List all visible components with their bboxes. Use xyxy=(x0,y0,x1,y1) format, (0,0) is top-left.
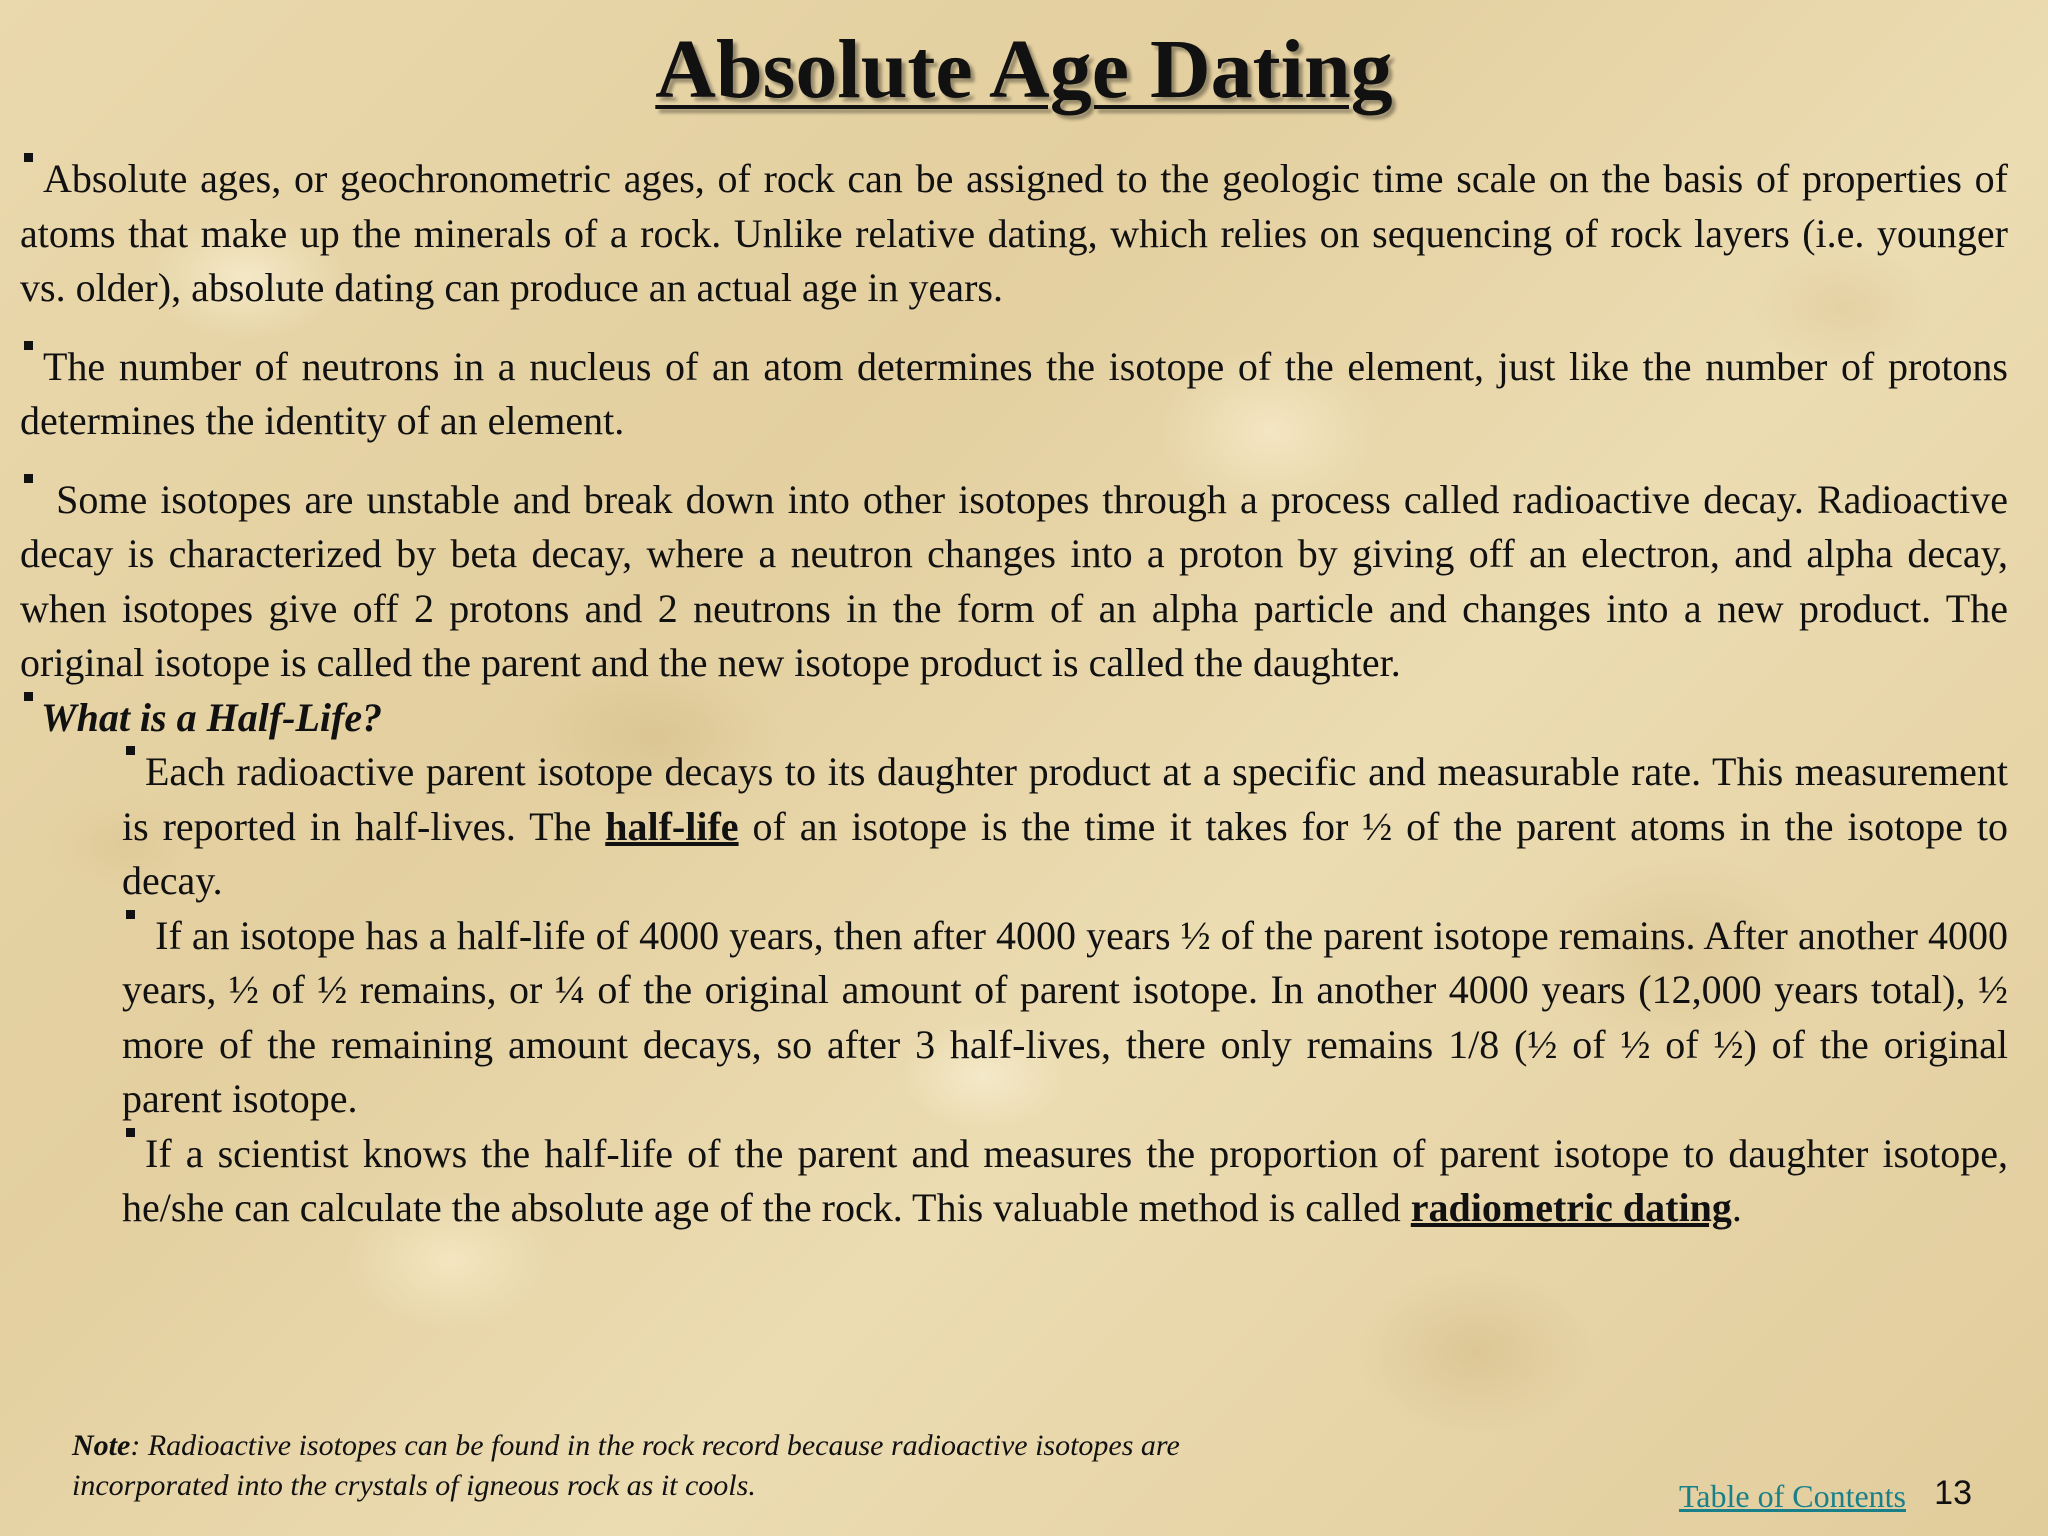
note-label: Note xyxy=(72,1429,131,1462)
paragraph-text: Some isotopes are unstable and break down into other isotopes through a process called radioactive decay. Radioactive decay is characterized by beta decay, where a neutron changes into a proton by giving off an electron, and alpha decay, when isotopes give off 2 protons and 2 neutrons in the form of an alpha particle and changes into a new product. The original isotope is called the parent and the new isotope product is called the daughter. xyxy=(20,476,2009,685)
page-title: Absolute Age Dating xyxy=(655,23,1393,116)
note xyxy=(72,1426,1202,1506)
bullet-icon xyxy=(126,1128,135,1137)
bullet-icon xyxy=(24,341,33,350)
half-life-item-example xyxy=(122,909,2008,1127)
paragraph-absolute-ages xyxy=(20,152,2008,316)
page-number: 13 xyxy=(1934,1474,1972,1512)
half-life-item-radiometric xyxy=(122,1127,2008,1236)
bullet-icon xyxy=(24,692,33,701)
bullet-icon xyxy=(126,746,135,755)
bullet-icon xyxy=(126,910,135,919)
item-text: Each radioactive parent isotope decays to its daughter product at a specific and measurable rate. This measurement is reported in half-lives. The xyxy=(122,749,2008,849)
half-life-heading xyxy=(20,691,2008,746)
bullet-icon xyxy=(24,153,33,162)
slide-body xyxy=(20,152,2008,1236)
item-text: If a scientist knows the half-life of the parent and measures the proportion of parent isotope to daughter isotope, he/she can calculate the absolute age of the rock. This valuable method is called xyxy=(122,1130,2008,1230)
item-text: of an isotope is the time it takes for ½ of the parent atoms in the isotope to decay. xyxy=(122,803,2008,903)
table-of-contents-link[interactable]: Table of Contents xyxy=(1678,1478,1906,1514)
paragraph-text: Absolute ages, or geochronometric ages, of rock can be assigned to the geologic time scale on the basis of properties of atoms that make up the minerals of a rock. Unlike relative dating, which relies on sequencing of rock layers (i.e. younger vs. older), absolute dating can produce an actual age in years. xyxy=(20,156,2008,310)
paragraph-neutrons xyxy=(20,340,2008,449)
term-radiometric-dating: radiometric dating xyxy=(1410,1185,1732,1230)
half-life-item-definition xyxy=(122,745,2008,909)
bullet-icon xyxy=(24,474,33,483)
term-half-life: half-life xyxy=(605,803,739,849)
item-text: . xyxy=(1731,1185,1742,1230)
note-text: : Radioactive isotopes can be found in the rock record because radioactive isotopes are incorporated into the crystals of igneous rock as it cools. xyxy=(72,1429,1180,1502)
item-text: If an isotope has a half-life of 4000 years, then after 4000 years ½ of the parent isotope remains. After another 4000 years, ½ of ½ remains, or ¼ of the original amount of parent isotope. In another 4000 years (12,000 years total), ½ more of the remaining amount decays, so after 3 half-lives, there only remains 1/8 (½ of ½ of ½) of the original parent isotope. xyxy=(122,912,2008,1121)
paragraph-text: The number of neutrons in a nucleus of an atom determines the isotope of the element, just like the number of protons determines the identity of an element. xyxy=(20,343,2008,443)
half-life-heading-text: What is a Half-Life? xyxy=(41,694,383,740)
paragraph-radioactive-decay xyxy=(20,473,2008,691)
